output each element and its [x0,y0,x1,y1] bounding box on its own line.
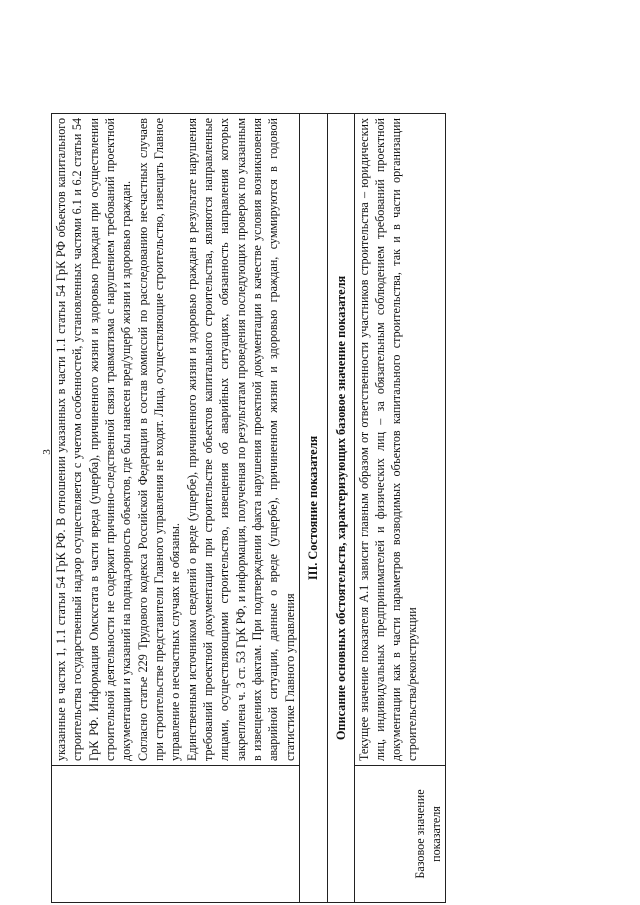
row1-text-cell [52,114,300,766]
section-row [300,114,327,903]
base-value-description: Текущее значение показателя А.1 зависит главным образом от ответственности участников строительства – юридических лиц, индивидуальных предпринимателей и физических лиц – за обязательным соблюдением требований проектной документации как в части параметров возводимых объектов капитального строительства, так и в части организации строительства/реконструкции [356,118,419,761]
table-row [354,114,445,903]
row2-text-cell [354,114,445,766]
paragraph-3: Единственным источником сведений о вреде (ущербе), причиненного жизни и здоровью граждан в результате нарушения требований проектной документации при строительстве объектов капитального строительства, являются направленные лицами, осуществляющими строительство, извещения об аварийных ситуациях, обязанность направления которых закреплена ч. 3 ст. 53 ГрК РФ, и информация, полученная по результатам проведения последующих проверок по указанным в извещениях фактам. При подтверждении факта нарушения проектной документации в качестве условия возникновения аварийной ситуации, данные о вреде (ущербе), причиненном жизни и здоровью граждан, суммируются в годовой статистике Главного управления [184,118,297,761]
row1-label-cell [52,766,300,903]
table-row [52,114,300,903]
indicator-table [51,113,446,903]
row2-label-cell [354,766,445,903]
section-title: III. Состояние показателя [300,114,327,903]
document-sheet [51,113,571,903]
base-value-label: Базовое значение показателя [412,789,443,879]
subsection-header: Описание основных обстоятельств, характеризующих базовое значение показателя [327,114,354,903]
paragraph-2: Согласно статье 229 Трудового кодекса Российской Федерации в состав комиссий по расследованию несчастных случаев при строительстве представители Главного управления не входят. Лица, осуществляющие строительство, извещать Главное управление о несчастных случаях не обязаны. [135,118,183,761]
subsection-row [327,114,354,903]
page-number: 3 [40,449,53,455]
paragraph-1: указанные в частях 1, 1.1 статьи 54 ГрК РФ. В отношении указанных в части 1.1 статьи 54 ГрК РФ объектов капитального строительства государственный надзор осуществляется с учетом особенностей, установленных частями 6.1 и 6.2 статьи 54 ГрК РФ. Информация Омскстата в части вреда (ущерба), причиненного жизни и здоровью граждан при осуществлении строительной деятельности не содержит причинно-следственной связи травматизма с нарушением требований проектной документации и указаний на поднадзорность объектов, где был нанесен вред/ущерб жизни и здоровью граждан. [54,118,134,761]
